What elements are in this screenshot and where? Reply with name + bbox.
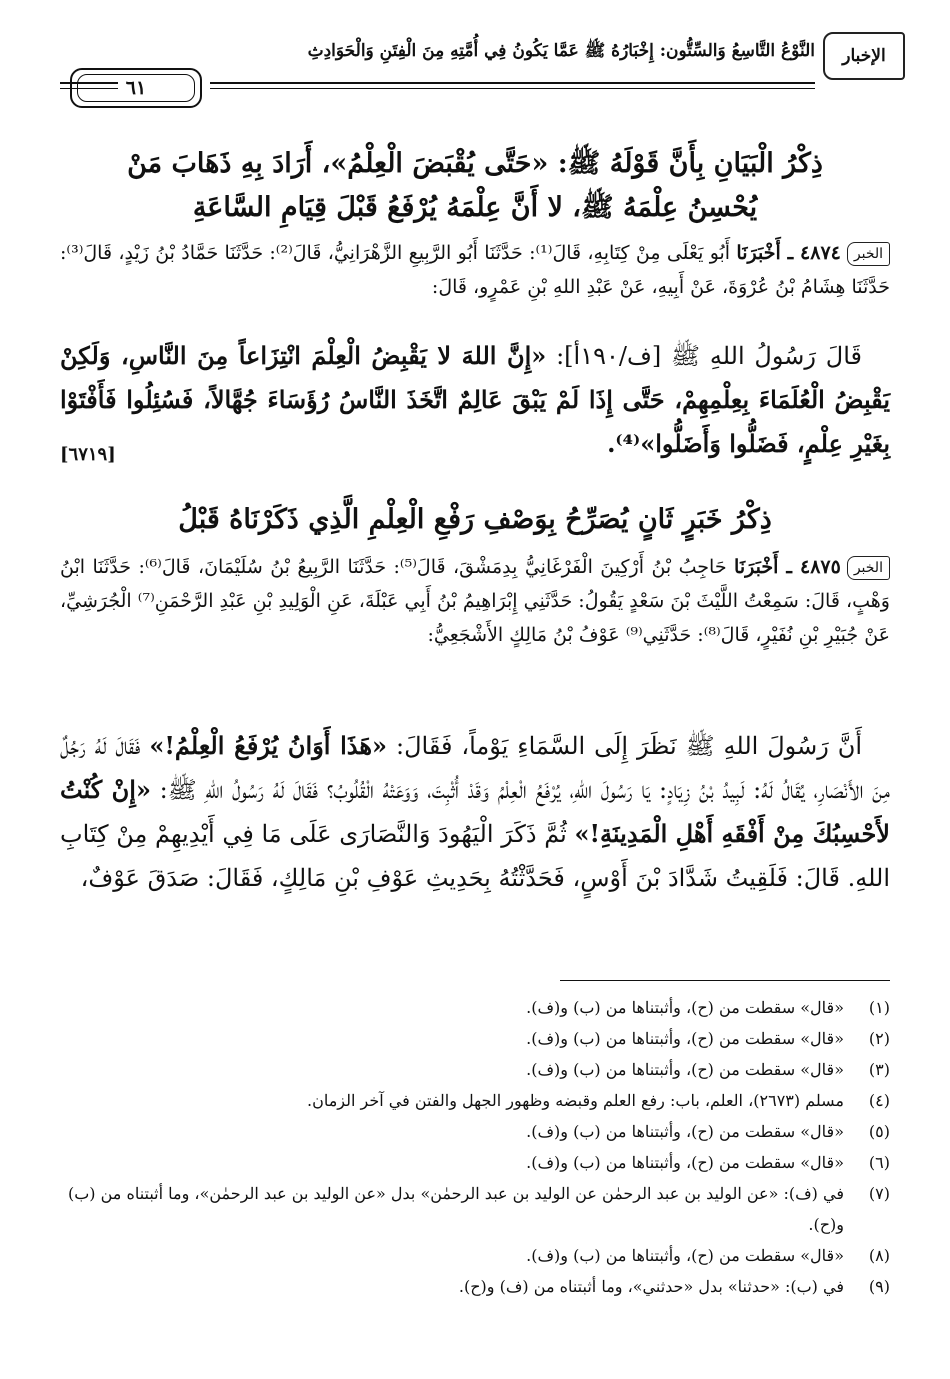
isnad-text: حَاجِبُ بْنُ أَرْكِينَ الْفَرْغَانِيُّ بِدِمَشْقَ، قَالَ⁽⁵⁾: حَدَّثَنَا الرَّبِيعُ بْنُ سُلَيْمَانَ، قَالَ⁽⁶⁾: حَدَّثَنَا ابْنُ وَهْبٍ، قَالَ: سَمِعْتُ اللَّيْثَ بْنَ سَعْدٍ يَقُولُ: حَدَّثَنِي إِبْرَاهِيمُ بْنُ أَبِي عَبْلَةَ، عَنِ الْوَلِيدِ بْنِ عَبْدِ الرَّحْمَنِ⁽⁷⁾ الْجُرَشِيِّ، عَنْ جُبَيْرِ بْنِ نُفَيْرٍ، قَالَ⁽⁸⁾: حَدَّثَنِي⁽⁹⁾ عَوْفُ بْنُ مَالِكٍ الأَشْجَعِيُّ: (60, 556, 890, 646)
matn-text: أَنَّ رَسُولَ اللهِ ﷺ نَظَرَ إِلَى السَّمَاءِ يَوْماً، فَقَالَ: (387, 732, 863, 760)
footnote-number: (٧) (868, 1184, 890, 1203)
header-rule (210, 88, 815, 89)
footnote-number: (٣) (868, 1060, 890, 1079)
footnote (60, 1116, 890, 1147)
footnote-text: في (ب): «حدثنا» بدل «حدثني»، وما أثبتناه من (ف) و(ح). (458, 1277, 844, 1296)
footnote-number: (٥) (868, 1122, 890, 1141)
running-title: النَّوْعُ التَّاسِعُ وَالسِّتُّون: إِخْبَارُهُ ﷺ عَمَّا يَكُونُ فِي أُمَّتِهِ مِنَ الْفِتَنِ وَالْحَوَادِثِ (307, 41, 815, 61)
hadith-matn (60, 334, 890, 466)
hadith-tag: الخبر (847, 556, 890, 580)
footnote (60, 1054, 890, 1085)
footnote-text: «قال» سقطت من (ح)، وأثبتناها من (ب) و(ف). (526, 1246, 844, 1265)
matn-quote: «هَذَا أَوَانُ يُرْفَعُ الْعِلْمُ!» (149, 731, 388, 760)
matn-intro: قَالَ رَسُولُ اللهِ ﷺ [ف/١٩٠أ]: (546, 342, 863, 370)
footnote (60, 1147, 890, 1178)
footnote-text: «قال» سقطت من (ح)، وأثبتناها من (ب) و(ف). (526, 1060, 844, 1079)
hadith-isnad (60, 236, 890, 304)
hadith-isnad (60, 550, 890, 652)
section-tag: الإخبار (823, 32, 905, 80)
footnote-text: في (ف): «عن الوليد بن عبد الرحمٰن عن الوليد بن عبد الرحمٰن» بدل «عن الوليد بن عبد الرحمٰن»، وما أثبتناه من (ب) و(ح). (67, 1184, 844, 1234)
heading-line: ذِكْرُ الْبَيَانِ بِأَنَّ قَوْلَهُ ﷺ: «حَتَّى يُقْبَضَ الْعِلْمُ»، أَرَادَ بِهِ ذَهَابَ مَنْ (127, 148, 823, 179)
section-heading (60, 142, 890, 230)
page-number: ٦١ (77, 74, 195, 102)
isnad-text: أَبُو يَعْلَى مِنْ كِتَابِهِ، قَالَ⁽¹⁾: حَدَّثَنَا أَبُو الرَّبِيعِ الزَّهْرَانِيُّ، قَالَ⁽²⁾: حَدَّثَنَا حَمَّادُ بْنُ زَيْدٍ، قَالَ⁽³⁾: حَدَّثَنَا هِشَامُ بْنُ عُرْوَةَ، عَنْ أَبِيهِ، عَنْ عَبْدِ اللهِ بْنِ عَمْرٍو، قَالَ: (60, 242, 890, 298)
hadith-number: ٤٨٧٤ ـ أَخْبَرَنَا (736, 242, 841, 264)
section-heading: ذِكْرُ خَبَرٍ ثَانٍ يُصَرِّحُ بِوَصْفِ رَفْعِ الْعِلْمِ الَّذِي ذَكَرْنَاهُ قَبْلُ (178, 504, 772, 535)
hadith-number: ٤٨٧٥ ـ أَخْبَرَنَا (734, 556, 841, 578)
hadith-matn (60, 724, 890, 900)
matn-text: «إِنَّ اللهَ لا يَقْبِضُ الْعِلْمَ انْتِزَاعاً مِنَ النَّاسِ، وَلَكِنْ يَقْبِضُ الْعُلَمَاءَ بِعِلْمِهِمْ، حَتَّى إِذَا لَمْ يَبْقَ عَالِمٌ اتَّخَذَ النَّاسُ رُؤَسَاءَ جُهَّالاً، فَسُئِلُوا فَأَفْتَوْا بِغَيْرِ عِلْمٍ، فَضَلُّوا وَأَضَلُّوا»⁽⁴⁾. (60, 341, 891, 458)
hadith-tag: الخبر (847, 242, 890, 266)
footnote-number: (١) (868, 998, 890, 1017)
footnote-text: «قال» سقطت من (ح)، وأثبتناها من (ب) و(ف). (526, 1153, 844, 1172)
heading-line: يُحْسِنُ عِلْمَهُ ﷺ، لا أَنَّ عِلْمَهُ يُرْفَعُ قَبْلَ قِيَامِ السَّاعَةِ (192, 192, 758, 223)
footnote-number: (٦) (868, 1153, 890, 1172)
footnote-text: «قال» سقطت من (ح)، وأثبتناها من (ب) و(ف). (526, 1122, 844, 1141)
footnote-text: «قال» سقطت من (ح)، وأثبتناها من (ب) و(ف). (526, 1029, 844, 1048)
footnotes (60, 992, 890, 1302)
page-number-frame (70, 68, 202, 108)
footnote (60, 1085, 890, 1116)
footnote-text: مسلم (٢٦٧٣)، العلم، باب: رفع العلم وقبضه وظهور الجهل والفتن في آخر الزمان. (306, 1091, 844, 1110)
footnote-number: (٢) (868, 1029, 890, 1048)
cross-reference: [٦٧١٩] (60, 444, 116, 465)
footnote-text: «قال» سقطت من (ح)، وأثبتناها من (ب) و(ف). (526, 998, 844, 1017)
footnote-number: (٤) (868, 1091, 890, 1110)
page-header (60, 22, 905, 112)
footnote (60, 1023, 890, 1054)
footnote (60, 1271, 890, 1302)
matn-text: ثُمَّ ذَكَرَ الْيَهُودَ وَالنَّصَارَى عَلَى مَا فِي أَيْدِيهِمْ مِنْ كِتَابِ اللهِ. قَالَ: فَلَقِيتُ شَدَّادَ بْنَ أَوْسٍ، فَحَدَّثْتُهُ بِحَدِيثِ عَوْفِ بْنِ مَالِكٍ، فَقَالَ: صَدَقَ عَوْفٌ، (60, 820, 890, 892)
matn-text: فَقَالَ لَهُ رَجُلٌ مِنَ الأَنْصَارِ، يُقَالُ لَهُ: لَبِيدُ بْنُ زِيَادٍ: يَا رَسُولَ اللهِ، يُرْفَعُ الْعِلْمُ وَقَدْ أُثْبِتَ، وَوَعَتْهُ الْقُلُوبُ؟ فَقَالَ لَهُ رَسُولُ اللهِ ﷺ: (60, 732, 890, 804)
footnote-separator (560, 980, 890, 981)
matn-quote: «إِنْ كُنْتُ لأَحْسِبُكَ مِنْ أَفْقَهِ أَهْلِ الْمَدِينَةِ!» (60, 775, 890, 848)
footnote (60, 1178, 890, 1240)
footnote-number: (٨) (868, 1246, 890, 1265)
footnote (60, 1240, 890, 1271)
footnote-number: (٩) (868, 1277, 890, 1296)
footnote (60, 992, 890, 1023)
header-rule (210, 82, 815, 84)
